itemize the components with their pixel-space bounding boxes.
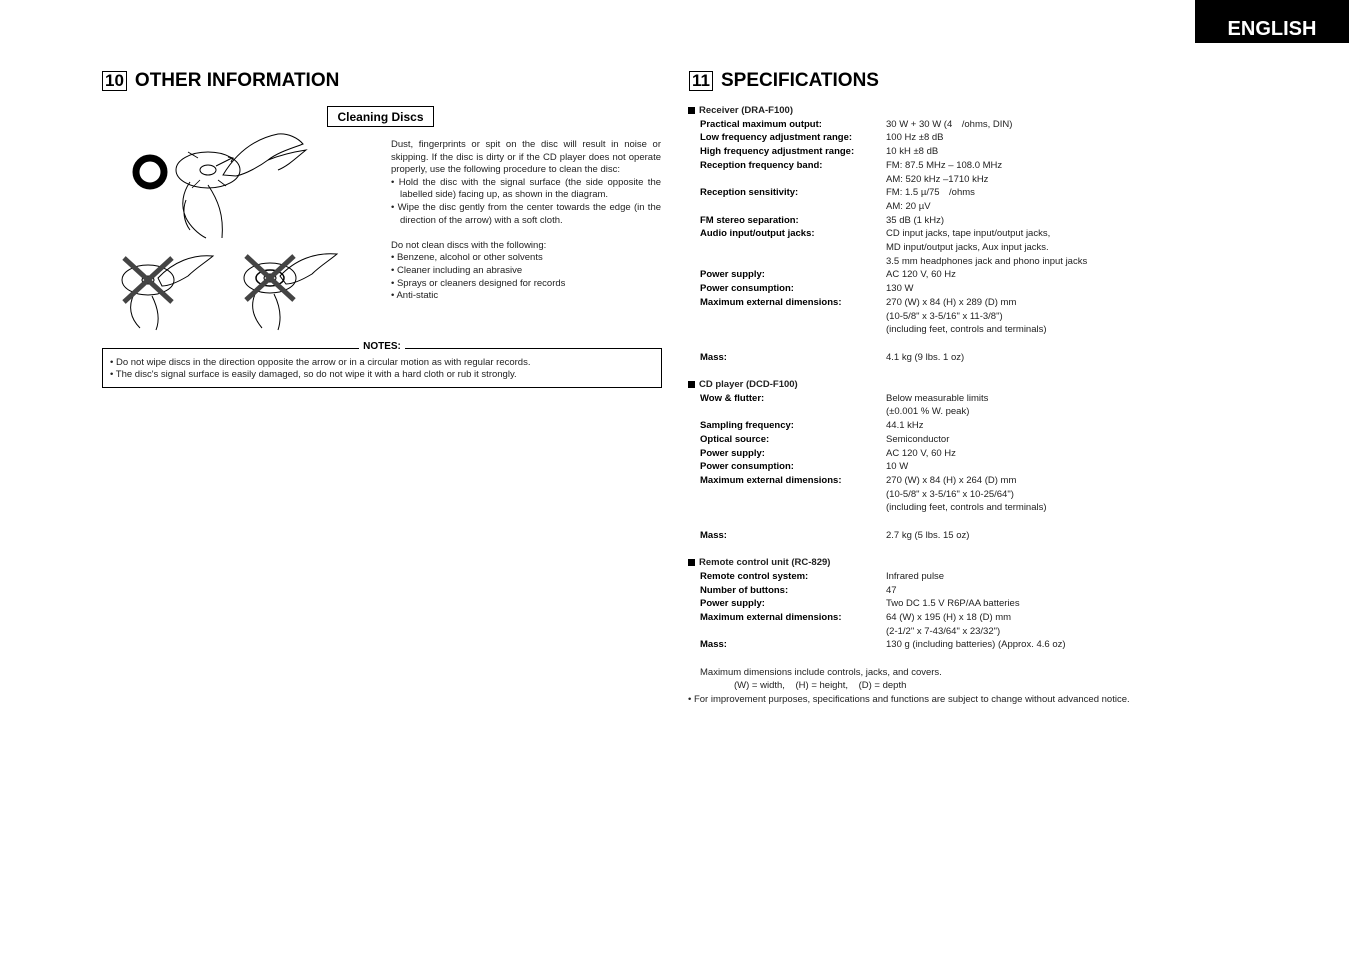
avoid-list xyxy=(391,252,661,302)
spec-value-line: CD input jacks, tape input/output jacks, xyxy=(886,228,1051,240)
footnote-notice: For improvement purposes, specifications and functions are subject to change without advanced notice. xyxy=(693,694,1130,706)
spec-row xyxy=(688,118,1188,132)
spec-value-line: (±0.001 % W. peak) xyxy=(886,406,970,418)
spec-row xyxy=(688,282,1188,296)
spec-key: Power supply: xyxy=(700,598,765,610)
wipe-correct-illustration xyxy=(128,130,313,242)
spec-key: Mass: xyxy=(700,351,727,363)
spec-group-title: Receiver (DRA-F100) xyxy=(699,105,793,116)
spec-key: Power consumption: xyxy=(700,283,794,295)
spec-key: Audio input/output jacks: xyxy=(700,228,815,240)
spec-value-line: Semiconductor xyxy=(886,433,950,445)
spec-key: Maximum external dimensions: xyxy=(700,474,842,486)
spec-value xyxy=(886,145,1188,159)
spec-key: Reception frequency band: xyxy=(700,159,823,171)
spec-row xyxy=(688,268,1188,282)
spec-value xyxy=(886,474,1188,515)
spec-value-line: 270 (W) x 84 (H) x 289 (D) mm xyxy=(886,296,1017,308)
section-title-specifications xyxy=(689,70,879,92)
list-item: • Cleaner including an abrasive xyxy=(391,265,661,278)
spec-key: High frequency adjustment range: xyxy=(700,146,855,158)
spec-value xyxy=(886,638,1188,652)
spec-value xyxy=(886,460,1188,474)
spec-row xyxy=(688,584,1188,598)
intro-paragraph: Dust, fingerprints or spit on the disc will result in noise or skipping. If the disc is dirty or if the CD player does not operate properly, use the following procedure to clean the disc: xyxy=(391,139,661,176)
footnote-legend: (W) = width, (H) = height, (D) = depth xyxy=(734,680,907,692)
spec-group-title: CD player (DCD-F100) xyxy=(699,379,798,391)
steps-list xyxy=(391,177,661,227)
square-bullet-icon xyxy=(688,107,695,114)
spec-value xyxy=(886,597,1188,611)
spec-key: Mass: xyxy=(700,639,727,651)
spec-key: Optical source: xyxy=(700,433,770,445)
list-item: • Wipe the disc gently from the center towards the edge (in the direction of the arrow) with a soft cloth. xyxy=(391,202,661,227)
spec-value-line: 10 W xyxy=(886,461,909,473)
square-bullet-icon xyxy=(688,381,695,388)
spec-row xyxy=(688,474,1188,515)
spec-key: Practical maximum output: xyxy=(700,118,822,130)
spec-key: Power supply: xyxy=(700,447,765,459)
spec-value-line: Infrared pulse xyxy=(886,570,945,582)
spec-row xyxy=(688,227,1188,268)
spec-value xyxy=(886,296,1188,337)
section-title: SPECIFICATIONS xyxy=(720,70,879,91)
spec-value xyxy=(886,529,1188,543)
spec-group-heading xyxy=(688,378,1188,392)
spec-key: Power consumption: xyxy=(700,461,794,473)
spec-value-line: Below measurable limits xyxy=(886,392,989,404)
list-item: • Do not wipe discs in the direction opposite the arrow or in a circular motion as with regular records. xyxy=(110,357,530,369)
spec-value-line: (10-5/8" x 3-5/16" x 11-3/8") xyxy=(886,310,1003,322)
spec-value-line: 30 W + 30 W (4 /ohms, DIN) xyxy=(886,118,1013,130)
spec-key: Low frequency adjustment range: xyxy=(700,132,853,144)
section-number: 10 xyxy=(102,71,127,91)
spec-value xyxy=(886,227,1188,268)
list-item: • Benzene, alcohol or other solvents xyxy=(391,252,661,265)
spec-value-line: 10 kH ±8 dB xyxy=(886,146,939,158)
spec-key: Reception sensitivity: xyxy=(700,187,799,199)
spec-value-line: (including feet, controls and terminals) xyxy=(886,502,1047,514)
spec-value-line: 47 xyxy=(886,584,897,596)
spec-value xyxy=(886,214,1188,228)
bullet-icon: • xyxy=(688,694,694,706)
spec-value xyxy=(886,392,1188,419)
spec-value xyxy=(886,282,1188,296)
spec-value xyxy=(886,570,1188,584)
spec-value-line: (including feet, controls and terminals) xyxy=(886,324,1047,336)
spec-row xyxy=(688,392,1188,419)
notes-list xyxy=(110,357,530,381)
cleaning-instructions xyxy=(391,139,661,303)
spec-value xyxy=(886,186,1188,213)
spec-value xyxy=(886,447,1188,461)
spec-value-line: FM: 87.5 MHz – 108.0 MHz xyxy=(886,159,1003,171)
spec-value xyxy=(886,131,1188,145)
notes-label: NOTES: xyxy=(359,341,405,352)
spec-value-line: FM: 1.5 µ/75 /ohms xyxy=(886,187,975,199)
list-item: • The disc's signal surface is easily damaged, so do not wipe it with a hard cloth or rub it strongly. xyxy=(110,369,530,381)
spec-value-line: 4.1 kg (9 lbs. 1 oz) xyxy=(886,351,965,363)
spec-value-line: Two DC 1.5 V R6P/AA batteries xyxy=(886,598,1020,610)
spec-value-line: 270 (W) x 84 (H) x 264 (D) mm xyxy=(886,474,1017,486)
spec-value-line: 2.7 kg (5 lbs. 15 oz) xyxy=(886,529,970,541)
spec-value-line: 64 (W) x 195 (H) x 18 (D) mm xyxy=(886,611,1012,623)
spec-row xyxy=(688,351,1188,365)
spec-key: Remote control system: xyxy=(700,570,809,582)
spec-row xyxy=(688,145,1188,159)
section-title: OTHER INFORMATION xyxy=(134,70,340,91)
spec-row xyxy=(688,460,1188,474)
spec-row xyxy=(688,131,1188,145)
subsection-title: Cleaning Discs xyxy=(327,106,434,127)
spec-value xyxy=(886,118,1188,132)
spec-value xyxy=(886,159,1188,186)
spec-value-line: 100 Hz ±8 dB xyxy=(886,132,944,144)
spec-value xyxy=(886,419,1188,433)
spec-value-line: 35 dB (1 kHz) xyxy=(886,214,945,226)
spec-value-line: AM: 20 µV xyxy=(886,200,931,212)
spec-value-line: 44.1 kHz xyxy=(886,420,924,432)
footnote: Maximum dimensions include controls, jacks, and covers. xyxy=(700,666,942,678)
spec-row xyxy=(688,611,1188,638)
spec-value-line: AC 120 V, 60 Hz xyxy=(886,269,956,281)
spec-row xyxy=(688,597,1188,611)
spec-key: Maximum external dimensions: xyxy=(700,611,842,623)
list-item: • Anti-static xyxy=(391,290,661,303)
spec-value-line: AM: 520 kHz –1710 kHz xyxy=(886,173,989,185)
ok-circle-icon xyxy=(136,158,164,186)
spec-key: FM stereo separation: xyxy=(700,214,799,226)
spec-group-title: Remote control unit (RC-829) xyxy=(699,557,831,569)
spec-value-line: (10-5/8" x 3-5/16" x 10-25/64") xyxy=(886,488,1014,500)
spec-value-line: AC 120 V, 60 Hz xyxy=(886,447,956,459)
spec-value xyxy=(886,351,1188,365)
spec-key: Power supply: xyxy=(700,269,765,281)
spec-row xyxy=(688,529,1188,543)
list-item: • Hold the disc with the signal surface (the side opposite the labelled side) facing up, as shown in the diagram. xyxy=(391,177,661,202)
list-item: • Sprays or cleaners designed for records xyxy=(391,278,661,291)
spec-value xyxy=(886,433,1188,447)
spec-value-line: (2-1/2" x 7-43/64" x 23/32") xyxy=(886,625,1001,637)
specifications-list xyxy=(688,104,1188,707)
spec-value xyxy=(886,611,1188,638)
footnote-bullet xyxy=(688,693,1188,707)
spec-row xyxy=(688,570,1188,584)
spec-key: Number of buttons: xyxy=(700,584,789,596)
spec-row xyxy=(688,638,1188,652)
section-number: 11 xyxy=(689,71,713,91)
spec-row xyxy=(688,296,1188,337)
spec-value xyxy=(886,584,1188,598)
language-tab: ENGLISH xyxy=(1195,0,1349,43)
wipe-incorrect-illustration xyxy=(118,250,343,332)
spec-row xyxy=(688,447,1188,461)
spec-row xyxy=(688,419,1188,433)
spec-row xyxy=(688,186,1188,213)
spec-group-heading xyxy=(688,104,1188,118)
spec-value-line: 3.5 mm headphones jack and phono input jacks xyxy=(886,255,1088,267)
spec-group-heading xyxy=(688,556,1188,570)
section-title-other-information xyxy=(102,70,339,92)
spec-key: Sampling frequency: xyxy=(700,420,794,432)
spec-key: Mass: xyxy=(700,529,727,541)
spec-row xyxy=(688,433,1188,447)
spec-value-line: 130 g (including batteries) (Approx. 4.6 oz) xyxy=(886,639,1066,651)
spec-value xyxy=(886,268,1188,282)
spec-key: Maximum external dimensions: xyxy=(700,296,842,308)
spec-value-line: MD input/output jacks, Aux input jacks. xyxy=(886,242,1049,254)
avoid-intro: Do not clean discs with the following: xyxy=(391,239,547,251)
spec-value-line: 130 W xyxy=(886,283,914,295)
spec-row xyxy=(688,214,1188,228)
spec-row xyxy=(688,159,1188,186)
spec-key: Wow & flutter: xyxy=(700,392,765,404)
square-bullet-icon xyxy=(688,559,695,566)
